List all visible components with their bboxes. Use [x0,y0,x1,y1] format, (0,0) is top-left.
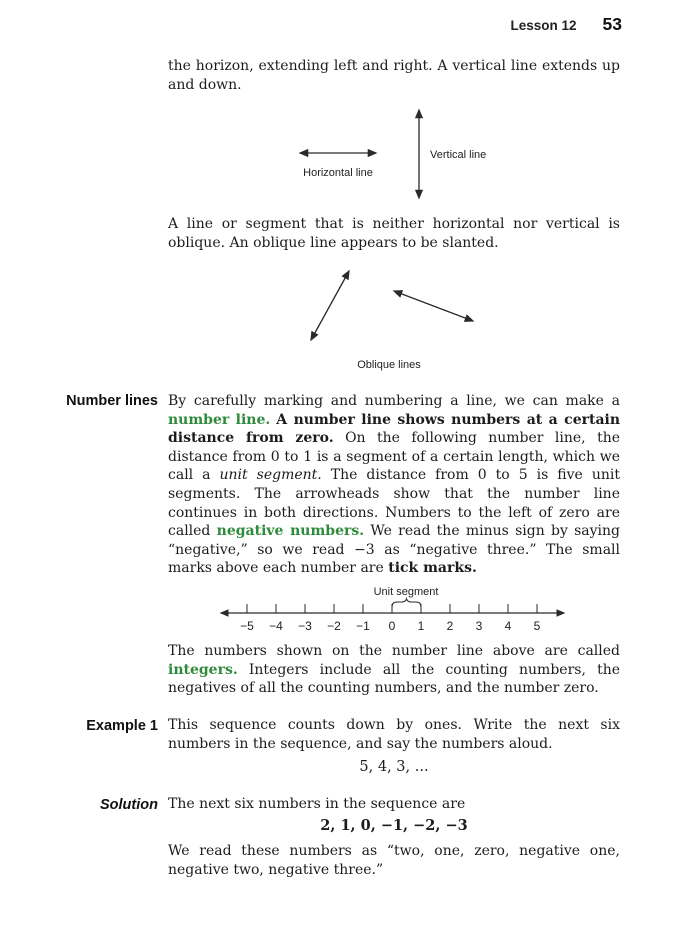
tick-label: 3 [475,619,483,633]
oblique-paragraph: A line or segment that is neither horizontal nor vertical is oblique. An oblique line appears to be slanted. [168,216,620,251]
text-segment: Integers include all the counting numbers, the negatives of all the counting numbers, and the number zero. [168,661,620,697]
tick-label: 1 [417,619,425,633]
horizontal-vertical-figure [0,96,675,214]
unit-segment-label: Unit segment [373,586,439,598]
vocabulary-term: number line. [168,411,271,428]
intro-paragraph: the horizon, extending left and right. A vertical line extends up and down. [168,58,620,93]
oblique-lines-label: Oblique lines [357,359,421,371]
tick-label: −1 [356,619,370,633]
tick-label: −3 [298,619,312,633]
page-number: 53 [602,14,622,34]
tick-label: 5 [533,619,541,633]
page-header [511,14,623,35]
margin-heading-solution: Solution [100,797,158,813]
text-segment: . The distance from 0 to 5 is five unit segments. The arrowheads show that the number line continues in both directions. Numbers to the left of zero are called [168,467,620,540]
tick-label: 4 [504,619,512,633]
text-segment: A number line shows numbers at a certain distance from zero. [168,411,621,447]
oblique-lines-figure [0,262,675,374]
number-lines-paragraph [168,392,620,578]
tick-label: 0 [388,619,396,633]
text-segment: On the following number line, the distance from 0 to 1 is a segment of a certain length, which we call a [168,430,620,484]
tick-label: −2 [327,619,341,633]
example-1-problem: This sequence counts down by ones. Write the next six numbers in the sequence, and say the numbers aloud. [168,717,620,752]
text-segment: By carefully marking and numbering a line, we can make a [168,393,620,409]
horizontal-line-label: Horizontal line [303,167,373,179]
tick-label: 2 [446,619,454,633]
example-1-sequence: 5, 4, 3, ... [359,759,429,775]
vocabulary-term: integers. [168,661,238,678]
text-segment: tick marks. [388,560,477,577]
vocabulary-term: negative numbers. [216,523,365,540]
vertical-line-label: Vertical line [430,149,487,161]
lesson-label: Lesson 12 [510,18,577,33]
solution-intro: The next six numbers in the sequence are [168,796,466,812]
text-segment: We read the minus sign by saying “negative,” so we read −3 as “negative three.” The small marks above each number are [168,523,621,577]
tick-label: −4 [269,619,283,633]
solution-answer: 2, 1, 0, −1, −2, −3 [320,817,468,834]
unit-segment-brace [392,599,421,608]
margin-heading-example-1: Example 1 [86,718,158,734]
tick-label: −5 [240,619,254,633]
margin-heading-number-lines: Number lines [66,393,158,409]
oblique-line-shallow [394,291,473,321]
number-line-figure [205,582,580,638]
oblique-line-steep [311,271,349,340]
text-segment: The numbers shown on the number line above are called [168,643,620,659]
number-line-ticks [240,604,541,633]
solution-read-paragraph: We read these numbers as “two, one, zero, negative one, negative two, negative three.” [168,843,620,878]
integers-paragraph [168,642,620,698]
text-segment: unit segment [219,467,318,484]
